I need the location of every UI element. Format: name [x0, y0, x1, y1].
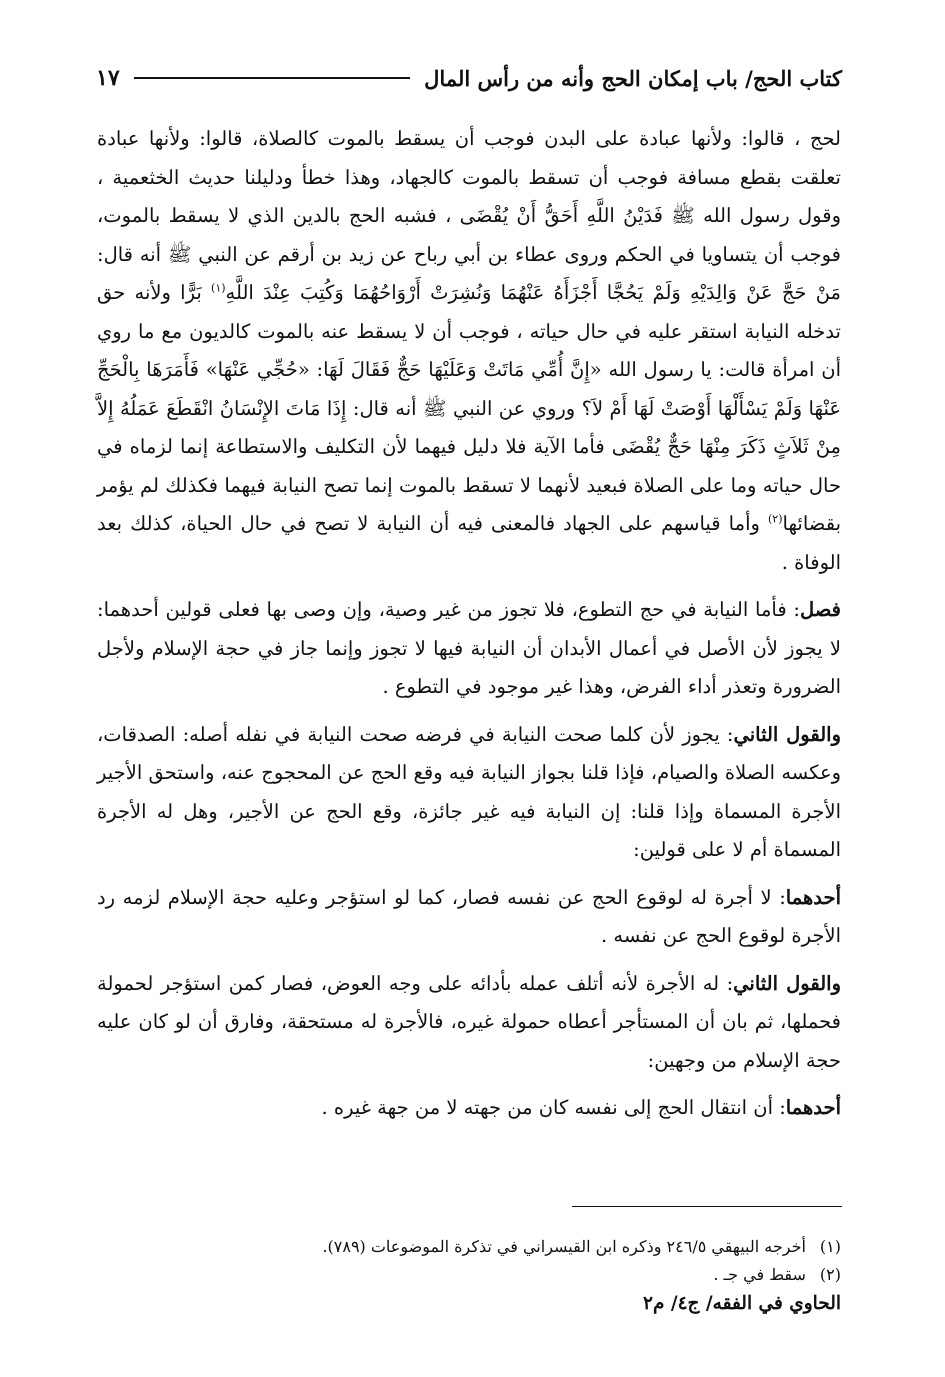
paragraph-3-heading: والقول الثاني [733, 722, 841, 746]
paragraph-6-heading: أحدهما [785, 1096, 841, 1119]
footnotes [97, 1233, 841, 1289]
paragraph-5-heading: والقول الثاني [733, 971, 841, 995]
page-footer-signature: الحاوي في الفقه/ ج٤/ م٢ [643, 1293, 841, 1314]
footnote-2 [97, 1261, 841, 1289]
paragraph-2 [97, 591, 841, 707]
paragraph-1-text-a: لحج ، قالوا: ولأنها عبادة على البدن فوجب أن يسقط بالموت كالصلاة، قالوا: ولأنها عبادة تعلقت بقطع مسافة فوجب أن تسقط بالموت كالجهاد، وهذا خطأ ودليلنا حديث الخثعمية ، وقول رسول الله ﷺ فَدَيْنُ اللَّهِ أَحَقُّ أَنْ يُقْضَى ، فشبه الحج بالدين الذي لا يسقط بالموت، فوجب أن يتساويا في الحكم وروى عطاء بن أبي رباح عن زيد بن أرقم عن النبي ﷺ أنه قال: مَنْ حَجَّ عَنْ وَالِدَيْهِ وَلَمْ يَحُجَّا أَجْزَأَهُ عَنْهُمَا وَنُشِرَتْ أَرْوَاحُهُمَا وَكُتِبَ عِنْدَ اللَّهِ [97, 127, 841, 304]
paragraph-1 [97, 120, 841, 582]
main-text [97, 120, 841, 1128]
header-title: كتاب الحج/ باب إمكان الحج وأنه من رأس المال [424, 65, 842, 91]
paragraph-6-text: : أن انتقال الحج إلى نفسه كان من جهته لا من جهة غيره . [321, 1096, 786, 1119]
paragraph-4-heading: أحدهما [785, 885, 841, 909]
footnote-ref-2: (٢) [767, 512, 783, 526]
footnote-ref-1: (١) [211, 281, 226, 295]
running-header [96, 58, 842, 98]
footnote-1-number: (١) [819, 1237, 841, 1256]
paragraph-2-heading: فصل [800, 598, 841, 621]
page-number: ١٧ [96, 65, 120, 91]
paragraph-5-text: : له الأجرة لأنه أتلف عمله بأدائه على وجه العوض، فصار كمن استؤجر لحمولة فحملها، ثم بان أن المستأجر أعطاه حمولة غيره، فالأجرة له مستحقة، وفارق أن لو كان عليه حجة الإسلام من وجهين: [97, 971, 841, 1072]
paragraph-2-text: : فأما النيابة في حج التطوع، فلا تجوز من غير وصية، وإن وصى بها فعلى قولين أحدهما: لا يجوز لأن الأصل في أعمال الأبدان أن النيابة فيها لا تجوز وإنما جاز في حجة الإسلام ولأجل الضرورة وتعذر أداء الفرض، وهذا غير موجود في التطوع . [97, 598, 841, 698]
paragraph-5 [97, 965, 841, 1081]
paragraph-3 [97, 716, 841, 870]
paragraph-6 [97, 1089, 841, 1128]
footnote-1-text: أخرجه البيهقي ٢٤٦/٥ وذكره ابن القيسراني في تذكرة الموضوعات (٧٨٩). [322, 1237, 806, 1256]
paragraph-3-text: : يجوز لأن كلما صحت النيابة في فرضه صحت النيابة في نفله أصله: الصدقات، وعكسه الصلاة والصيام، فإذا قلنا بجواز النيابة فيه وقع الحج عن المحجوج عنه، واستحق الأجير الأجرة المسماة وإذا قلنا: إن النيابة فيه غير جائزة، وقع الحج عن الأجير، وهل له الأجرة المسماة أم لا على قولين: [97, 722, 841, 861]
paragraph-4-text: : لا أجرة له لوقوع الحج عن نفسه فصار، كما لو استؤجر وعليه حجة الإسلام لزمه رد الأجرة لوقوع الحج عن نفسه . [97, 885, 841, 947]
footnote-2-text: سقط في جـ . [713, 1265, 806, 1284]
footnote-1 [97, 1233, 841, 1261]
header-rule [134, 77, 411, 79]
paragraph-1-text-c: وأما قياسهم على الجهاد فالمعنى فيه أن النيابة لا تصح في حال الحياة، كذلك بعد الوفاة . [97, 512, 841, 574]
footnote-divider [572, 1206, 842, 1207]
paragraph-4 [97, 879, 841, 956]
paragraph-1-text-b: بَرًّا ولأنه حق تدخله النيابة استقر عليه في حال حياته ، فوجب أن لا يسقط عنه بالموت كالديون مع ما روي أن امرأة قالت: يا رسول الله «إِنَّ أُمِّي مَاتَتْ وَعَلَيْهَا حَجٌّ فَقَالَ لَهَا: «حُجِّي عَنْهَا» فَأَمَرَهَا بِالْحَجِّ عَنْهَا وَلَمْ يَسْأَلْهَا أَوْصَتْ لَهَا أَمْ لاَ؟ وروي عن النبي ﷺ أنه قال: إِذَا مَاتَ الإِنْسَانُ انْقَطَعَ عَمَلُهُ إِلاَّ مِنْ ثَلاَثٍ ذَكَرَ مِنْهَا حَجٌّ يُقْضَى فأما الآية فلا دليل فيهما لأن التكليف والاستطاعة إنما لزماه في حال حياته وما على الصلاة فبعيد لأنهما لا تسقط بالموت إنما تصح النيابة فيهما فكذلك لم يؤمر بقضائها [97, 281, 841, 535]
footnote-2-number: (٢) [819, 1265, 841, 1284]
